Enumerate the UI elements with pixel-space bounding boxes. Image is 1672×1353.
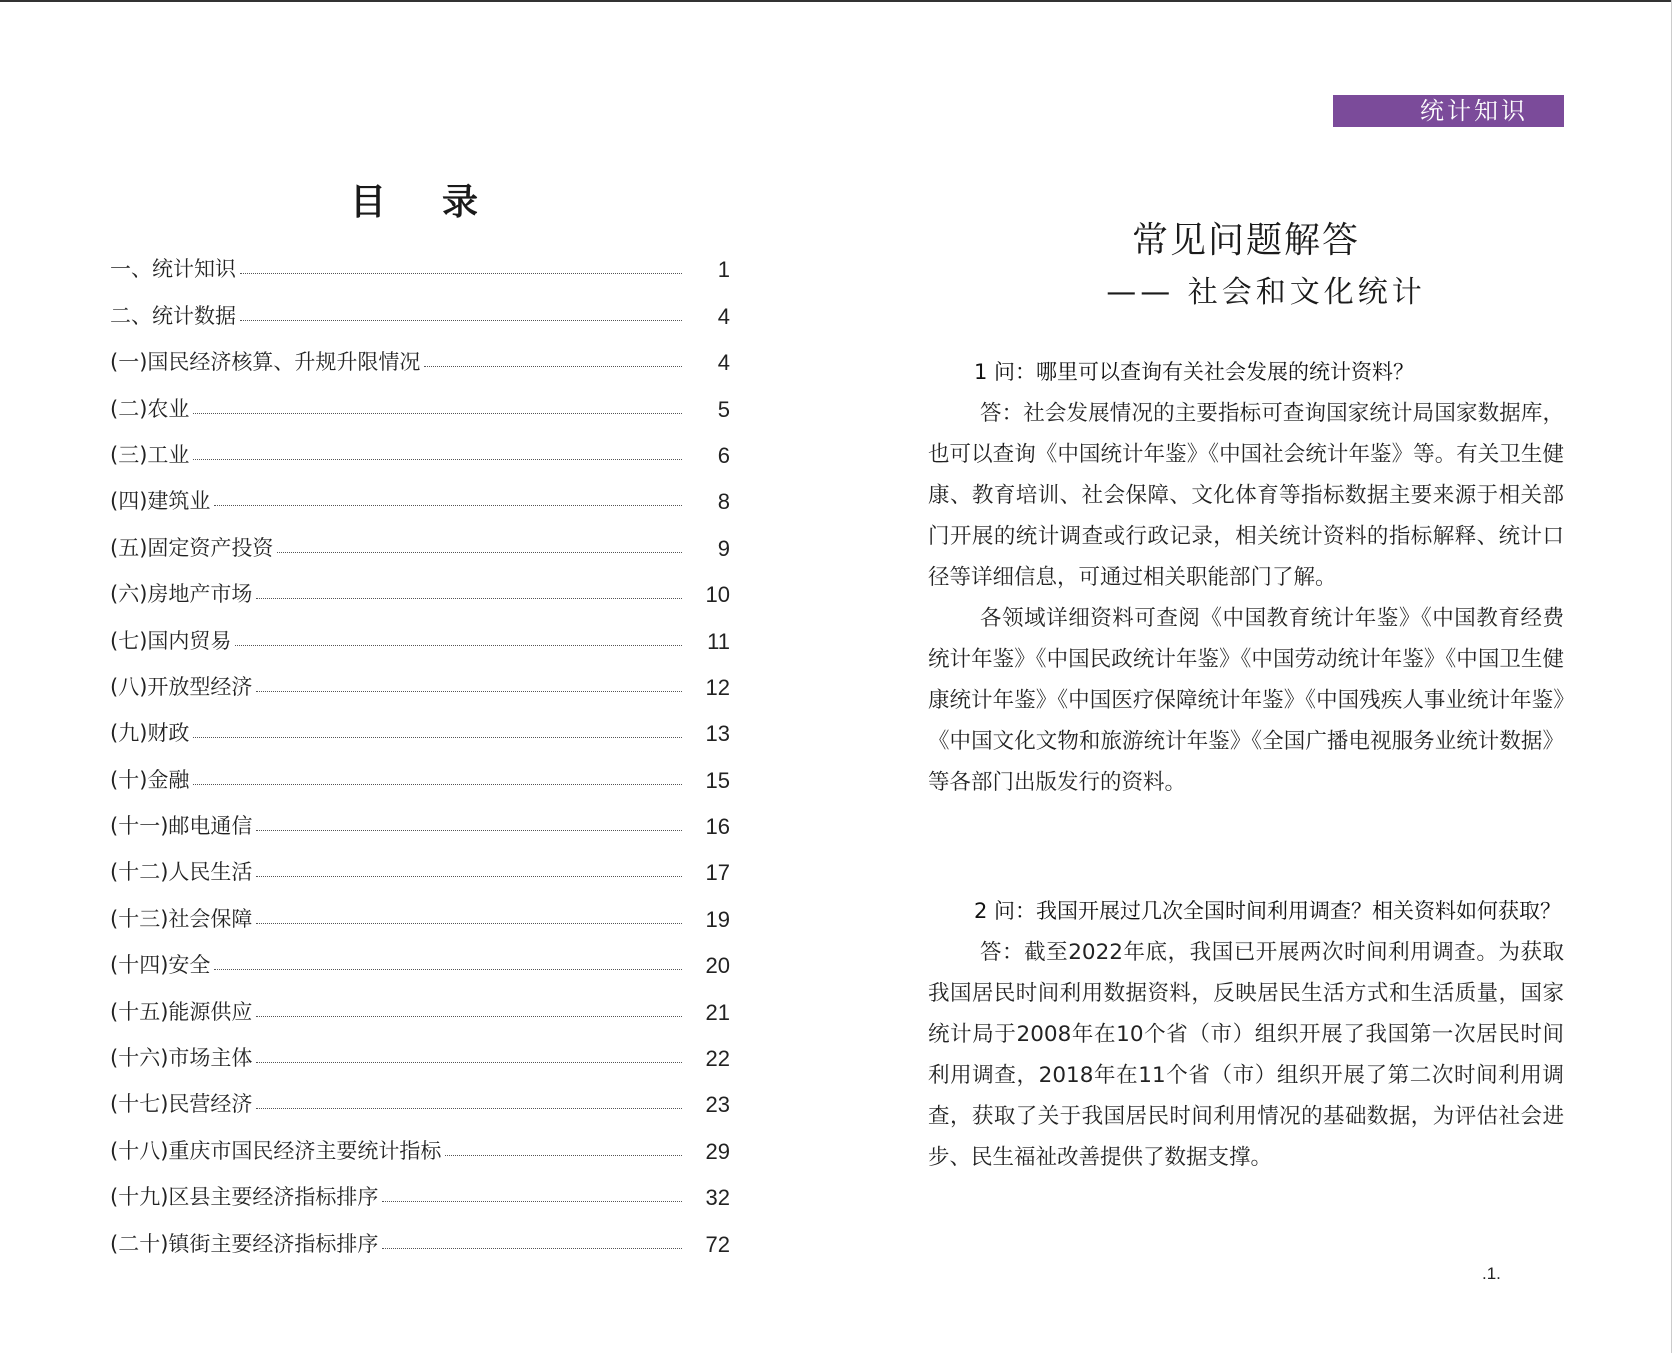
toc-page-number: 11 (707, 628, 730, 654)
top-border-line (0, 0, 1672, 2)
toc-item[interactable] (110, 794, 730, 840)
toc-page-number: 20 (705, 953, 730, 979)
toc-page-number: 22 (705, 1046, 730, 1072)
toc-leader-dots (214, 504, 682, 506)
toc-page-number: 5 (717, 396, 730, 422)
toc-page-number: 6 (717, 442, 730, 468)
toc-item[interactable] (110, 933, 730, 979)
toc-leader-dots (424, 365, 682, 367)
toc-page-number: 13 (705, 721, 730, 747)
toc-item[interactable] (110, 237, 730, 283)
toc-item-label: (二)农业 (110, 396, 190, 421)
toc-item[interactable] (110, 1026, 730, 1072)
toc-leader-dots (256, 1107, 682, 1109)
toc-leader-dots (214, 968, 682, 970)
toc-leader-dots (256, 597, 682, 599)
toc-list (110, 237, 730, 1258)
toc-leader-dots (256, 875, 682, 877)
toc-item-label: (九)财政 (110, 721, 190, 746)
toc-item-label: (三)工业 (110, 442, 190, 467)
toc-item-label: (十四)安全 (110, 953, 211, 978)
toc-item-label: (六)房地产市场 (110, 582, 253, 607)
answer-1-paragraph-2: 各领域详细资料可查阅《中国教育统计年鉴》《中国教育经费统计年鉴》《中国民政统计年鉴》《中国劳动统计年鉴》《中国卫生健康统计年鉴》《中国医疗保障统计年鉴》《中国残疾人事业统计年鉴》《中国文化文物和旅游统计年鉴》《全国广播电视服务业统计数据》等各部门出版发行的资料。 (928, 606, 1564, 795)
toc-item[interactable] (110, 376, 730, 422)
toc-leader-dots (240, 319, 682, 321)
toc-item-label: (十六)市场主体 (110, 1046, 253, 1071)
toc-item[interactable] (110, 469, 730, 515)
toc-item[interactable] (110, 840, 730, 886)
toc-item-label: 一、统计知识 (110, 257, 236, 282)
toc-item-label: (一)国民经济核算、升规升限情况 (110, 350, 421, 375)
toc-page-number: 23 (705, 1092, 730, 1118)
toc-item-label: (十三)社会保障 (110, 906, 253, 931)
toc-page-number: 4 (717, 350, 730, 376)
toc-item-label: 二、统计数据 (110, 303, 236, 328)
section-tab: 统计知识 (1333, 95, 1564, 127)
question-2: 2 问：我国开展过几次全国时间利用调查？相关资料如何获取？ (974, 899, 1562, 923)
toc-item[interactable] (110, 1211, 730, 1257)
toc-leader-dots (256, 922, 682, 924)
toc-leader-dots (193, 458, 682, 460)
toc-page-number: 17 (705, 860, 730, 886)
toc-item-label: (十五)能源供应 (110, 999, 253, 1024)
toc-item[interactable] (110, 747, 730, 793)
toc-leader-dots (193, 412, 682, 414)
answer-2: 答：截至2022年底，我国已开展两次时间利用调查。为获取我国居民时间利用数据资料，反映居民生活方式和生活质量，国家统计局于2008年在10个省（市）组织开展了我国第一次居民时间利用调查，2018年在11个省（市）组织开展了第二次时间利用调查，获取了关于我国居民时间利用情况的基础数据，为评估社会进步、民生福祉改善提供了数据支撑。 (928, 940, 1564, 1170)
toc-item-label: (十)金融 (110, 767, 190, 792)
toc-page-number: 15 (705, 767, 730, 793)
toc-page-number: 8 (717, 489, 730, 515)
toc-item-label: (十二)人民生活 (110, 860, 253, 885)
toc-item[interactable] (110, 562, 730, 608)
toc-item-label: (七)国内贸易 (110, 628, 232, 653)
toc-item-label: (十七)民营经济 (110, 1092, 253, 1117)
toc-item-label: (五)固定资产投资 (110, 535, 274, 560)
toc-leader-dots (256, 829, 682, 831)
toc-item[interactable] (110, 701, 730, 747)
toc-page-number: 21 (705, 999, 730, 1025)
toc-leader-dots (256, 1061, 682, 1063)
qa-subtitle: —— 社会和文化统计 (1106, 275, 1426, 310)
toc-item[interactable] (110, 330, 730, 376)
toc-leader-dots (193, 783, 682, 785)
toc-item[interactable] (110, 1072, 730, 1118)
toc-leader-dots (235, 644, 682, 646)
toc-leader-dots (382, 1200, 682, 1202)
toc-item-label: (二十)镇街主要经济指标排序 (110, 1231, 379, 1256)
toc-item-label: (四)建筑业 (110, 489, 211, 514)
question-1: 1 问：哪里可以查询有关社会发展的统计资料？ (974, 360, 1415, 384)
toc-item[interactable] (110, 515, 730, 561)
toc-item[interactable] (110, 283, 730, 329)
toc-item-label: (十一)邮电通信 (110, 814, 253, 839)
toc-leader-dots (240, 272, 682, 274)
toc-item[interactable] (110, 655, 730, 701)
toc-page-number: 19 (705, 906, 730, 932)
toc-leader-dots (277, 551, 682, 553)
page-number: .1. (1482, 1264, 1501, 1283)
toc-page-number: 4 (717, 303, 730, 329)
toc-page-number: 12 (705, 674, 730, 700)
qa-item-2 (928, 891, 1564, 1178)
toc-item[interactable] (110, 423, 730, 469)
toc-title: 目录 (350, 181, 535, 224)
toc-page-number: 10 (705, 582, 730, 608)
toc-item-label: (十八)重庆市国民经济主要统计指标 (110, 1138, 442, 1163)
toc-item[interactable] (110, 1118, 730, 1164)
toc-page-number: 1 (717, 257, 730, 283)
toc-leader-dots (445, 1154, 682, 1156)
answer-1-paragraph-1: 答：社会发展情况的主要指标可查询国家统计局国家数据库，也可以查询《中国统计年鉴》《中国社会统计年鉴》等。有关卫生健康、教育培训、社会保障、文化体育等指标数据主要来源于相关部门开展的统计调查或行政记录，相关统计资料的指标解释、统计口径等详细信息，可通过相关职能部门了解。 (928, 401, 1564, 590)
toc-leader-dots (256, 1015, 682, 1017)
toc-page-number: 9 (717, 535, 730, 561)
toc-page-number: 29 (705, 1138, 730, 1164)
toc-page-number: 72 (705, 1231, 730, 1257)
toc-leader-dots (256, 690, 682, 692)
toc-leader-dots (193, 736, 682, 738)
qa-title: 常见问题解答 (1131, 220, 1360, 261)
toc-item[interactable] (110, 979, 730, 1025)
toc-page-number: 32 (705, 1185, 730, 1211)
toc-page-number: 16 (705, 814, 730, 840)
toc-leader-dots (382, 1247, 682, 1249)
toc-item[interactable] (110, 1165, 730, 1211)
toc-item-label: (八)开放型经济 (110, 674, 253, 699)
toc-item[interactable] (110, 886, 730, 932)
qa-item-1 (928, 352, 1564, 803)
toc-item[interactable] (110, 608, 730, 654)
toc-item-label: (十九)区县主要经济指标排序 (110, 1185, 379, 1210)
qa-section (928, 215, 1564, 1170)
